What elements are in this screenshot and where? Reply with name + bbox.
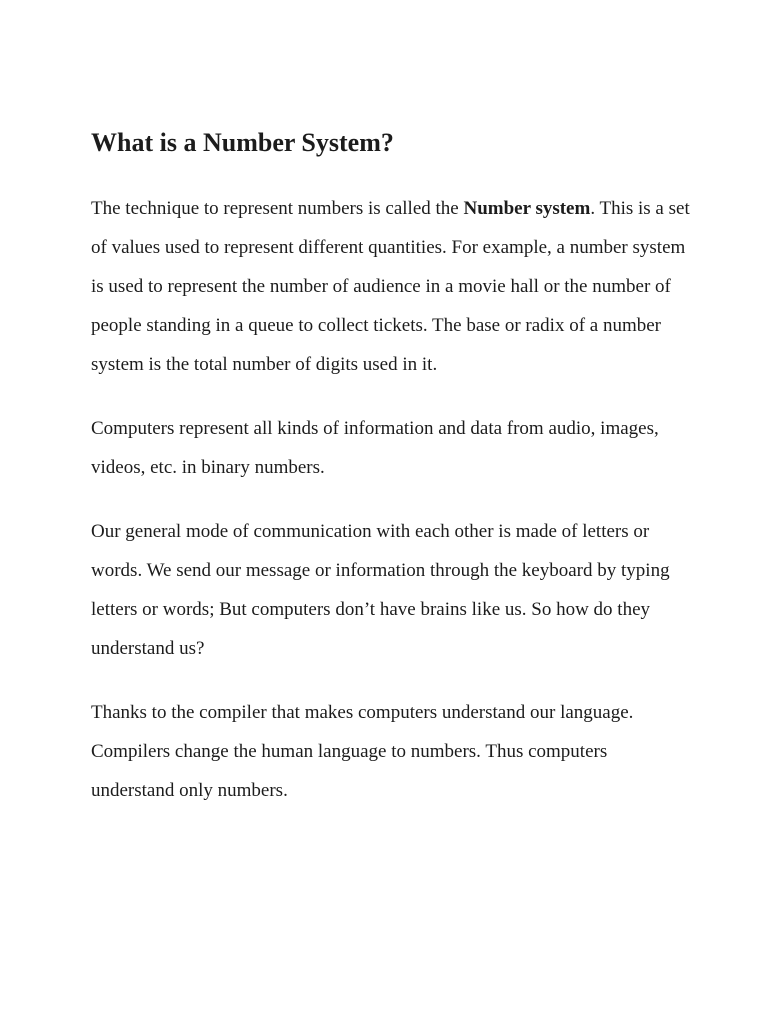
page-title: What is a Number System? <box>91 128 394 157</box>
paragraph-number-system-definition <box>91 189 691 384</box>
bold-term-number-system: Number system <box>463 198 591 219</box>
paragraph-communication: Our general mode of communication with each other is made of letters or words. We send our message or information through the keyboard by typing letters or words; But computers don’t have brains like us. So how do they understand us? <box>91 521 670 659</box>
paragraph-text: The technique to represent numbers is called the <box>91 198 464 219</box>
document-body <box>91 126 691 810</box>
paragraph-compiler: Thanks to the compiler that makes computers understand our language. Compilers change the human language to numbers. Thus computers understand only numbers. <box>91 702 634 801</box>
paragraph-text: . This is a set of values used to represent different quantities. For example, a number system is used to represent the number of audience in a movie hall or the number of people standing in a queue to collect tickets. The base or radix of a number system is the total number of digits used in it. <box>91 198 690 375</box>
paragraph-binary-representation: Computers represent all kinds of information and data from audio, images, videos, etc. in binary numbers. <box>91 418 659 478</box>
